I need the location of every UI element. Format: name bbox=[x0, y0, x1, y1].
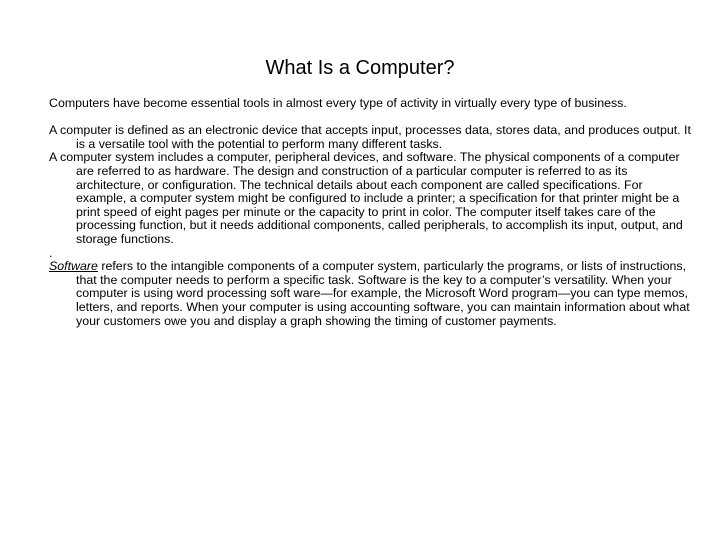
paragraph-computer-system: A computer system includes a computer, peripheral devices, and software. The physical components of a computer are referred to as hardware. The design and construction of a particular computer is referred to as its architecture, or configuration. The technical details about each component are called specifications. For example, a computer system might be configured to include a printer; a specification for that printer might be a print speed of eight pages per minute or the capacity to print in color. The computer itself takes care of the processing function, but it needs additional components, called peripherals, to accomplish its input, output, and storage functions. bbox=[49, 150, 683, 246]
slide-body bbox=[49, 97, 691, 328]
paragraph-gap bbox=[49, 111, 691, 125]
software-term: Software bbox=[49, 259, 98, 274]
stray-period: . bbox=[49, 245, 53, 260]
paragraph-computer-definition: A computer is defined as an electronic device that accepts input, processes data, stores data, and produces output. It is a versatile tool with the potential to perform many different tasks. bbox=[49, 123, 691, 151]
software-description: refers to the intangible components of a computer system, particularly the programs, or lists of instructions, that the computer needs to perform a specific task. Software is the key to a computer’s versatility. When your computer is using word processing soft ware—for example, the Microsoft Word program—you can type memos, letters, and reports. When your computer is using accounting software, you can maintain information about what your customers owe you and display a graph showing the timing of customer payments. bbox=[76, 259, 690, 328]
paragraph-software bbox=[49, 260, 691, 328]
paragraph-computers-essential: Computers have become essential tools in almost every type of activity in virtually every type of business. bbox=[49, 96, 627, 110]
slide-title: What Is a Computer? bbox=[265, 57, 455, 79]
